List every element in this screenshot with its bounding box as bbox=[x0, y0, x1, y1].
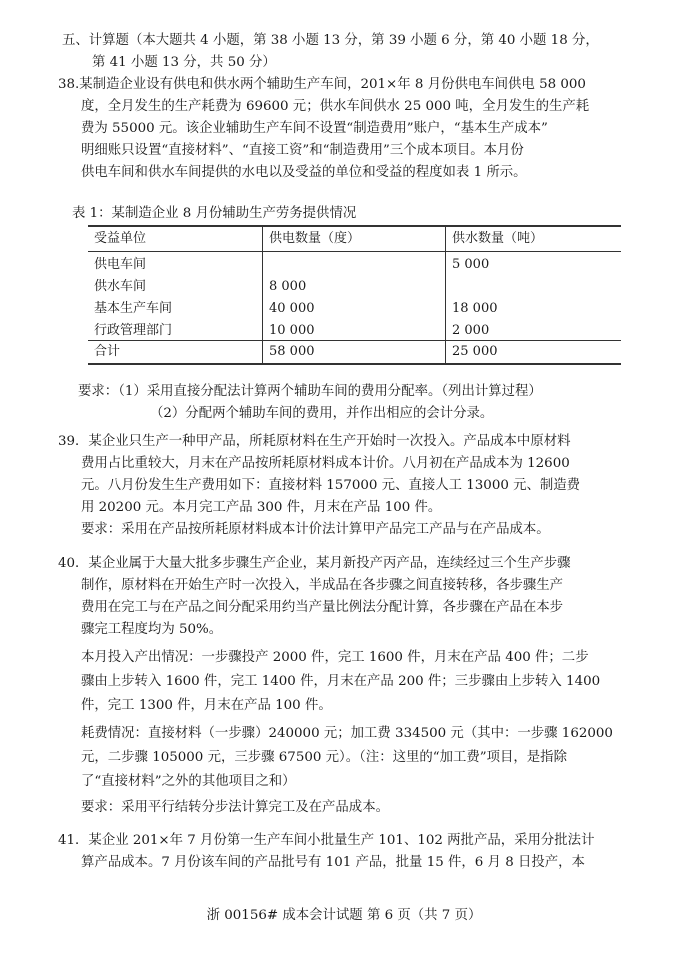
table-row bbox=[88, 296, 621, 318]
q40-line-4: 骤完工程度均为 50%。 bbox=[81, 622, 223, 637]
q40-line-3: 费用在完工与在产品之间分配采用约当产量比例法分配计算，各步骤在产品在本步 bbox=[81, 600, 564, 615]
table-header-row bbox=[88, 226, 621, 252]
q40-line-10: 了“直接材料”之外的其他项目之和） bbox=[81, 774, 296, 789]
table-cell: 8 000 bbox=[263, 274, 446, 296]
q39-line-1: 39．某企业只生产一种甲产品，所耗原材料在生产开始时一次投入。产品成本中原材料 bbox=[58, 434, 571, 449]
q38-line-3: 费为 55000 元。该企业辅助生产车间不设置“制造费用”账户，“基本生产成本” bbox=[81, 121, 548, 136]
table-cell: 25 000 bbox=[446, 341, 622, 365]
table-cell: 5 000 bbox=[446, 252, 622, 275]
table-cell: 10 000 bbox=[263, 318, 446, 341]
table-header-cell: 供水数量（吨） bbox=[446, 226, 622, 252]
table-row bbox=[88, 274, 621, 296]
question-38 bbox=[58, 74, 633, 184]
table-cell: 2 000 bbox=[446, 318, 622, 341]
table-cell: 行政管理部门 bbox=[88, 318, 263, 341]
q38-line-2: 度，全月发生的生产耗费为 69600 元；供水车间供水 25 000 吨，全月发生的生产耗 bbox=[81, 99, 590, 114]
q38-line-4: 明细账只设置“直接材料”、“直接工资”和“制造费用”三个成本项目。本月份 bbox=[81, 143, 524, 158]
table-row bbox=[88, 318, 621, 341]
page-footer: 浙 00156# 成本会计试题 第 6 页（共 7 页） bbox=[206, 908, 482, 923]
q38-line-5: 供电车间和供水车间提供的水电以及受益的单位和受益的程度如表 1 所示。 bbox=[81, 165, 527, 180]
table-cell: 58 000 bbox=[263, 341, 446, 365]
table-cell bbox=[263, 252, 446, 275]
q41-line-2: 算产品成本。7 月份该车间的产品批号有 101 产品，批量 15 件，6 月 8 日投产，本 bbox=[81, 855, 585, 870]
table-cell: 供水车间 bbox=[88, 274, 263, 296]
table-row bbox=[88, 252, 621, 275]
q39-line-3: 元。八月份发生生产费用如下：直接材料 157000 元、直接人工 13000 元、制造费 bbox=[81, 478, 581, 493]
q40-requirement: 要求：采用平行结转分步法计算完工及在产品成本。 bbox=[81, 800, 389, 815]
q41-line-1: 41．某企业 201×年 7 月份第一生产车间小批量生产 101、102 两批产品，采用分批法计 bbox=[58, 833, 595, 848]
service-table bbox=[88, 225, 621, 365]
table-cell: 供电车间 bbox=[88, 252, 263, 275]
question-41 bbox=[58, 830, 633, 874]
table-cell: 合计 bbox=[88, 341, 263, 365]
q40-line-2: 制作，原材料在开始生产时一次投入，半成品在各步骤之间直接转移，各步骤生产 bbox=[81, 578, 564, 593]
q40-line-8: 耗费情况：直接材料（一步骤）240000 元；加工费 334500 元（其中：一步骤 162000 bbox=[81, 726, 613, 741]
table-cell bbox=[446, 274, 622, 296]
q40-line-9: 元，二步骤 105000 元，三步骤 67500 元）。（注：这里的“加工费”项目，是指除 bbox=[81, 750, 567, 765]
table-header-cell: 受益单位 bbox=[88, 226, 263, 252]
section-heading-line-1: 五、计算题（本大题共 4 小题，第 38 小题 13 分，第 39 小题 6 分，第 40 小题 18 分， bbox=[62, 33, 599, 48]
section-heading-line-2: 第 41 小题 13 分，共 50 分） bbox=[92, 55, 276, 70]
table-total-row bbox=[88, 341, 621, 365]
q38-line-1: 38.某制造企业设有供电和供水两个辅助生产车间，201×年 8 月份供电车间供电 58 000 bbox=[58, 77, 586, 92]
table-caption: 表 1：某制造企业 8 月份辅助生产劳务提供情况 bbox=[72, 206, 357, 221]
question-40 bbox=[58, 553, 633, 819]
q39-line-2: 费用占比重较大，月末在产品按所耗原材料成本计价。八月初在产品成本为 12600 bbox=[81, 456, 570, 471]
q40-line-1: 40．某企业属于大量大批多步骤生产企业，某月新投产丙产品，连续经过三个生产步骤 bbox=[58, 556, 571, 571]
table-cell: 基本生产车间 bbox=[88, 296, 263, 318]
table-cell: 40 000 bbox=[263, 296, 446, 318]
q40-line-5: 本月投入产出情况：一步骤投产 2000 件，完工 1600 件，月末在产品 400 件；二步 bbox=[81, 650, 589, 665]
q38-requirement-1: 要求：（1）采用直接分配法计算两个辅助车间的费用分配率。（列出计算过程） bbox=[78, 384, 542, 399]
table-header-cell: 供电数量（度） bbox=[263, 226, 446, 252]
q39-line-4: 用 20200 元。本月完工产品 300 件，月末在产品 100 件。 bbox=[81, 500, 442, 515]
section-heading bbox=[62, 30, 622, 74]
q38-requirement-2: （2）分配两个辅助车间的费用，并作出相应的会计分录。 bbox=[150, 406, 494, 421]
table-cell: 18 000 bbox=[446, 296, 622, 318]
q40-line-7: 件，完工 1300 件，月末在产品 100 件。 bbox=[81, 698, 332, 713]
q40-line-6: 骤由上步转入 1600 件，完工 1400 件，月末在产品 200 件；三步骤由上步转入 1400 bbox=[81, 674, 601, 689]
q39-requirement: 要求：采用在产品按所耗原材料成本计价法计算甲产品完工产品与在产品成本。 bbox=[81, 522, 550, 537]
question-39 bbox=[58, 431, 633, 541]
